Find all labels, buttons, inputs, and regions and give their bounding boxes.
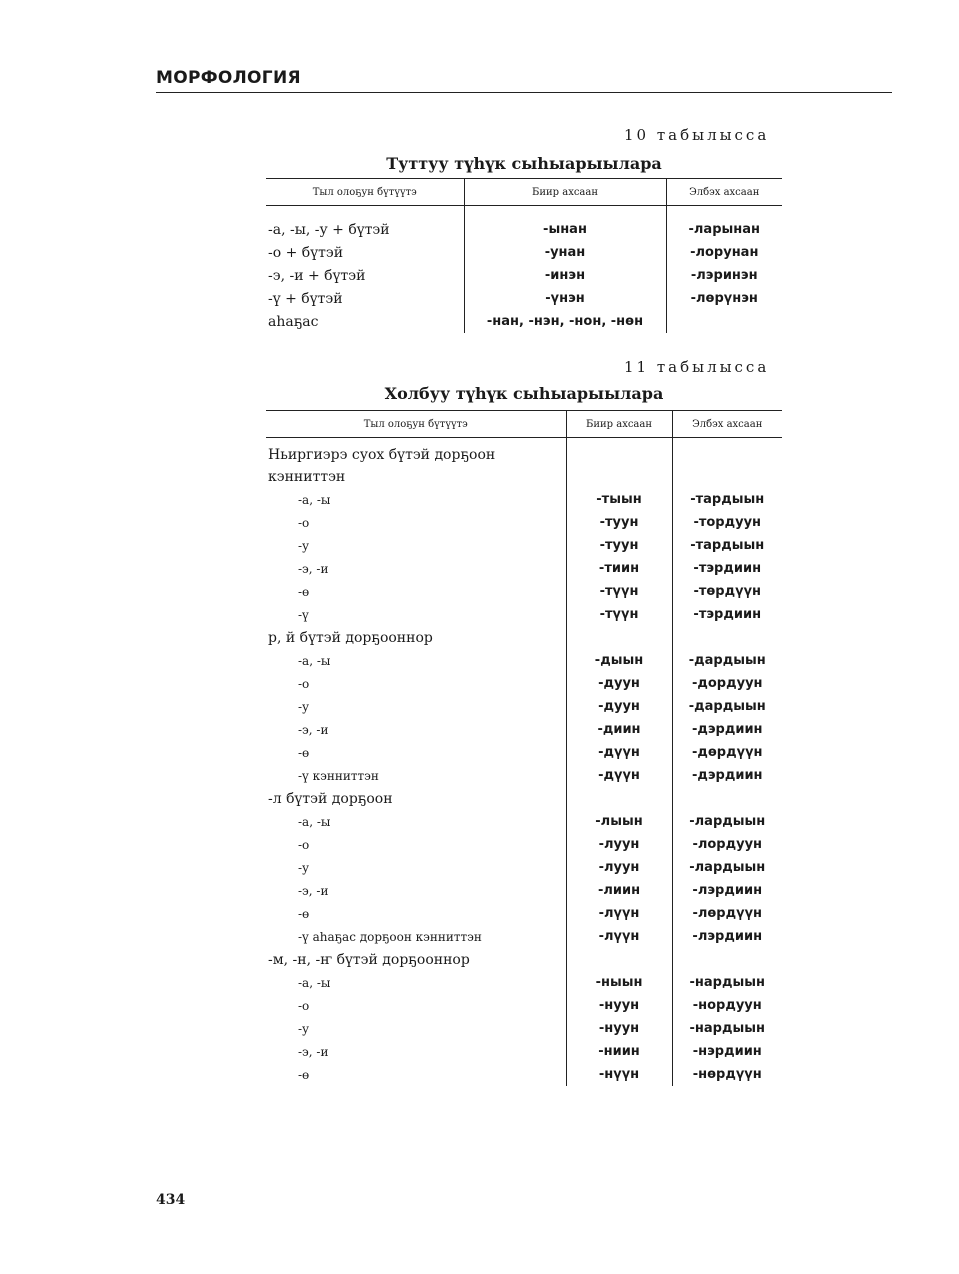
plural-cell: -дардыын <box>672 695 782 718</box>
plural-cell <box>672 787 782 810</box>
plural-cell: -дардыын <box>672 649 782 672</box>
plural-cell: -лэрдиин <box>672 879 782 902</box>
stem-cell: -э, -и <box>298 722 329 737</box>
stem-cell: -ү <box>298 607 309 622</box>
plural-cell: -тэрдиин <box>672 603 782 626</box>
singular-cell: -нуун <box>566 994 672 1017</box>
table-row <box>266 994 782 1017</box>
singular-cell: -тиин <box>566 557 672 580</box>
singular-cell: -ниин <box>566 1040 672 1063</box>
singular-cell: -тыын <box>566 488 672 511</box>
plural-cell: -тэрдиин <box>672 557 782 580</box>
stem-cell: -о + бүтэй <box>268 244 344 261</box>
singular-cell <box>566 787 672 810</box>
column-header-singular: Биир ахсаан <box>566 411 672 438</box>
stem-cell: -э, -и <box>298 561 329 576</box>
table-row <box>266 902 782 925</box>
singular-cell: -дүүн <box>566 741 672 764</box>
plural-cell: -лэрдиин <box>672 925 782 948</box>
stem-cell: -ө <box>298 906 310 921</box>
table-row <box>266 971 782 994</box>
plural-cell: -ларынан <box>666 206 782 242</box>
plural-cell: -нэрдиин <box>672 1040 782 1063</box>
plural-cell <box>672 438 782 489</box>
plural-cell <box>666 310 782 333</box>
singular-cell: -дүүн <box>566 764 672 787</box>
table10 <box>266 178 782 333</box>
singular-cell: -ынан <box>464 206 666 242</box>
plural-cell: -дэрдиин <box>672 718 782 741</box>
singular-cell: -дуун <box>566 672 672 695</box>
singular-cell: -лыын <box>566 810 672 833</box>
singular-cell: -луун <box>566 833 672 856</box>
column-header-singular: Биир ахсаан <box>464 179 666 206</box>
plural-cell: -лордуун <box>672 833 782 856</box>
singular-cell: -түүн <box>566 580 672 603</box>
singular-cell: -туун <box>566 534 672 557</box>
plural-cell <box>672 626 782 649</box>
table-row <box>266 718 782 741</box>
table-row <box>266 741 782 764</box>
table-row <box>266 557 782 580</box>
stem-cell: -о <box>298 676 310 691</box>
table11-header-row <box>266 411 782 438</box>
singular-cell: -лүүн <box>566 925 672 948</box>
singular-cell: -түүн <box>566 603 672 626</box>
singular-cell <box>566 948 672 971</box>
plural-cell: -лөрүнэн <box>666 287 782 310</box>
column-header-stem: Тыл олоҕун бүтүүтэ <box>266 179 464 206</box>
plural-cell: -дөрдүүн <box>672 741 782 764</box>
header-rule <box>156 92 892 93</box>
stem-cell: -а, -ы <box>298 975 331 990</box>
singular-cell <box>566 438 672 489</box>
plural-cell: -лэринэн <box>666 264 782 287</box>
group-heading-row <box>266 948 782 971</box>
table-row <box>266 925 782 948</box>
singular-cell: -дыын <box>566 649 672 672</box>
stem-cell: аhаҕас <box>268 313 319 330</box>
stem-cell: -у <box>298 699 310 714</box>
stem-cell: -э, -и <box>298 883 329 898</box>
plural-cell: -тардыын <box>672 534 782 557</box>
plural-cell: -лардыын <box>672 810 782 833</box>
table-row <box>266 580 782 603</box>
table-row <box>266 603 782 626</box>
table-row <box>266 856 782 879</box>
table-row <box>266 649 782 672</box>
table11-title: Холбуу түhүк сыhыарыылара <box>384 384 664 403</box>
singular-cell: -үнэн <box>464 287 666 310</box>
table-row <box>266 206 782 242</box>
stem-cell: -ү аhаҕас дорҕоон кэнниттэн <box>298 929 482 944</box>
singular-cell: -луун <box>566 856 672 879</box>
stem-cell: -ү кэнниттэн <box>298 768 379 783</box>
table-row <box>266 264 782 287</box>
stem-cell: -у <box>298 538 310 553</box>
table-row <box>266 1063 782 1086</box>
table-row <box>266 1040 782 1063</box>
stem-cell: -э, -и <box>298 1044 329 1059</box>
column-header-plural: Элбэх ахсаан <box>672 411 782 438</box>
stem-cell: -о <box>298 837 310 852</box>
singular-cell: -унан <box>464 241 666 264</box>
group-heading-row <box>266 626 782 649</box>
table-row <box>266 695 782 718</box>
singular-cell: -лүүн <box>566 902 672 925</box>
page-number: 434 <box>156 1192 186 1208</box>
stem-cell: -э, -и + бүтэй <box>268 267 366 284</box>
group-heading-row <box>266 438 782 489</box>
singular-cell: -дуун <box>566 695 672 718</box>
table-row <box>266 879 782 902</box>
stem-cell: -ө <box>298 745 310 760</box>
stem-cell: -а, -ы <box>298 653 331 668</box>
stem-cell: -ө <box>298 1067 310 1082</box>
plural-cell: -дэрдиин <box>672 764 782 787</box>
stem-cell: -а, -ы, -у + бүтэй <box>268 221 390 238</box>
plural-cell <box>672 948 782 971</box>
plural-cell: -нардыын <box>672 1017 782 1040</box>
plural-cell: -дордуун <box>672 672 782 695</box>
plural-cell: -нардыын <box>672 971 782 994</box>
table-row <box>266 672 782 695</box>
table11 <box>266 410 782 1086</box>
table-row <box>266 1017 782 1040</box>
group-heading: -л бүтэй дорҕоон <box>268 790 393 807</box>
group-heading: -м, -н, -ҥ бүтэй дорҕооннор <box>268 951 470 968</box>
singular-cell: -ныын <box>566 971 672 994</box>
plural-cell: -тардыын <box>672 488 782 511</box>
plural-cell: -нөрдүүн <box>672 1063 782 1086</box>
table10-header-row <box>266 179 782 206</box>
plural-cell: -нордуун <box>672 994 782 1017</box>
table-row <box>266 241 782 264</box>
singular-cell: -нүүн <box>566 1063 672 1086</box>
running-header: МОРФОЛОГИЯ <box>156 68 301 88</box>
table-row <box>266 287 782 310</box>
stem-cell: -а, -ы <box>298 814 331 829</box>
table-row <box>266 488 782 511</box>
table-row <box>266 511 782 534</box>
stem-cell: -у <box>298 1021 310 1036</box>
table-row <box>266 764 782 787</box>
plural-cell: -лорунан <box>666 241 782 264</box>
stem-cell: -ө <box>298 584 310 599</box>
stem-cell: -а, -ы <box>298 492 331 507</box>
group-heading: р, й бүтэй дорҕооннор <box>268 629 433 646</box>
table-row <box>266 310 782 333</box>
singular-cell: -туун <box>566 511 672 534</box>
table10-title: Туттуу түhүк сыhыарыылара <box>386 154 662 173</box>
table11-number: 11 табылысса <box>624 358 770 376</box>
singular-cell: -лиин <box>566 879 672 902</box>
group-heading-row <box>266 787 782 810</box>
singular-cell: -диин <box>566 718 672 741</box>
group-heading: Ньиргиэрэ суох бүтэй дорҕоон кэнниттэн <box>268 447 496 485</box>
plural-cell: -лөрдүүн <box>672 902 782 925</box>
singular-cell: -нан, -нэн, -нон, -нөн <box>464 310 666 333</box>
table-row <box>266 534 782 557</box>
table-row <box>266 833 782 856</box>
singular-cell: -нуун <box>566 1017 672 1040</box>
plural-cell: -лардыын <box>672 856 782 879</box>
column-header-stem: Тыл олоҕун бүтүүтэ <box>266 411 566 438</box>
table10-number: 10 табылысса <box>624 126 770 144</box>
column-header-plural: Элбэх ахсаан <box>666 179 782 206</box>
stem-cell: -о <box>298 515 310 530</box>
singular-cell: -инэн <box>464 264 666 287</box>
plural-cell: -төрдүүн <box>672 580 782 603</box>
stem-cell: -ү + бүтэй <box>268 290 343 307</box>
stem-cell: -о <box>298 998 310 1013</box>
stem-cell: -у <box>298 860 310 875</box>
singular-cell <box>566 626 672 649</box>
plural-cell: -тордуун <box>672 511 782 534</box>
table-row <box>266 810 782 833</box>
